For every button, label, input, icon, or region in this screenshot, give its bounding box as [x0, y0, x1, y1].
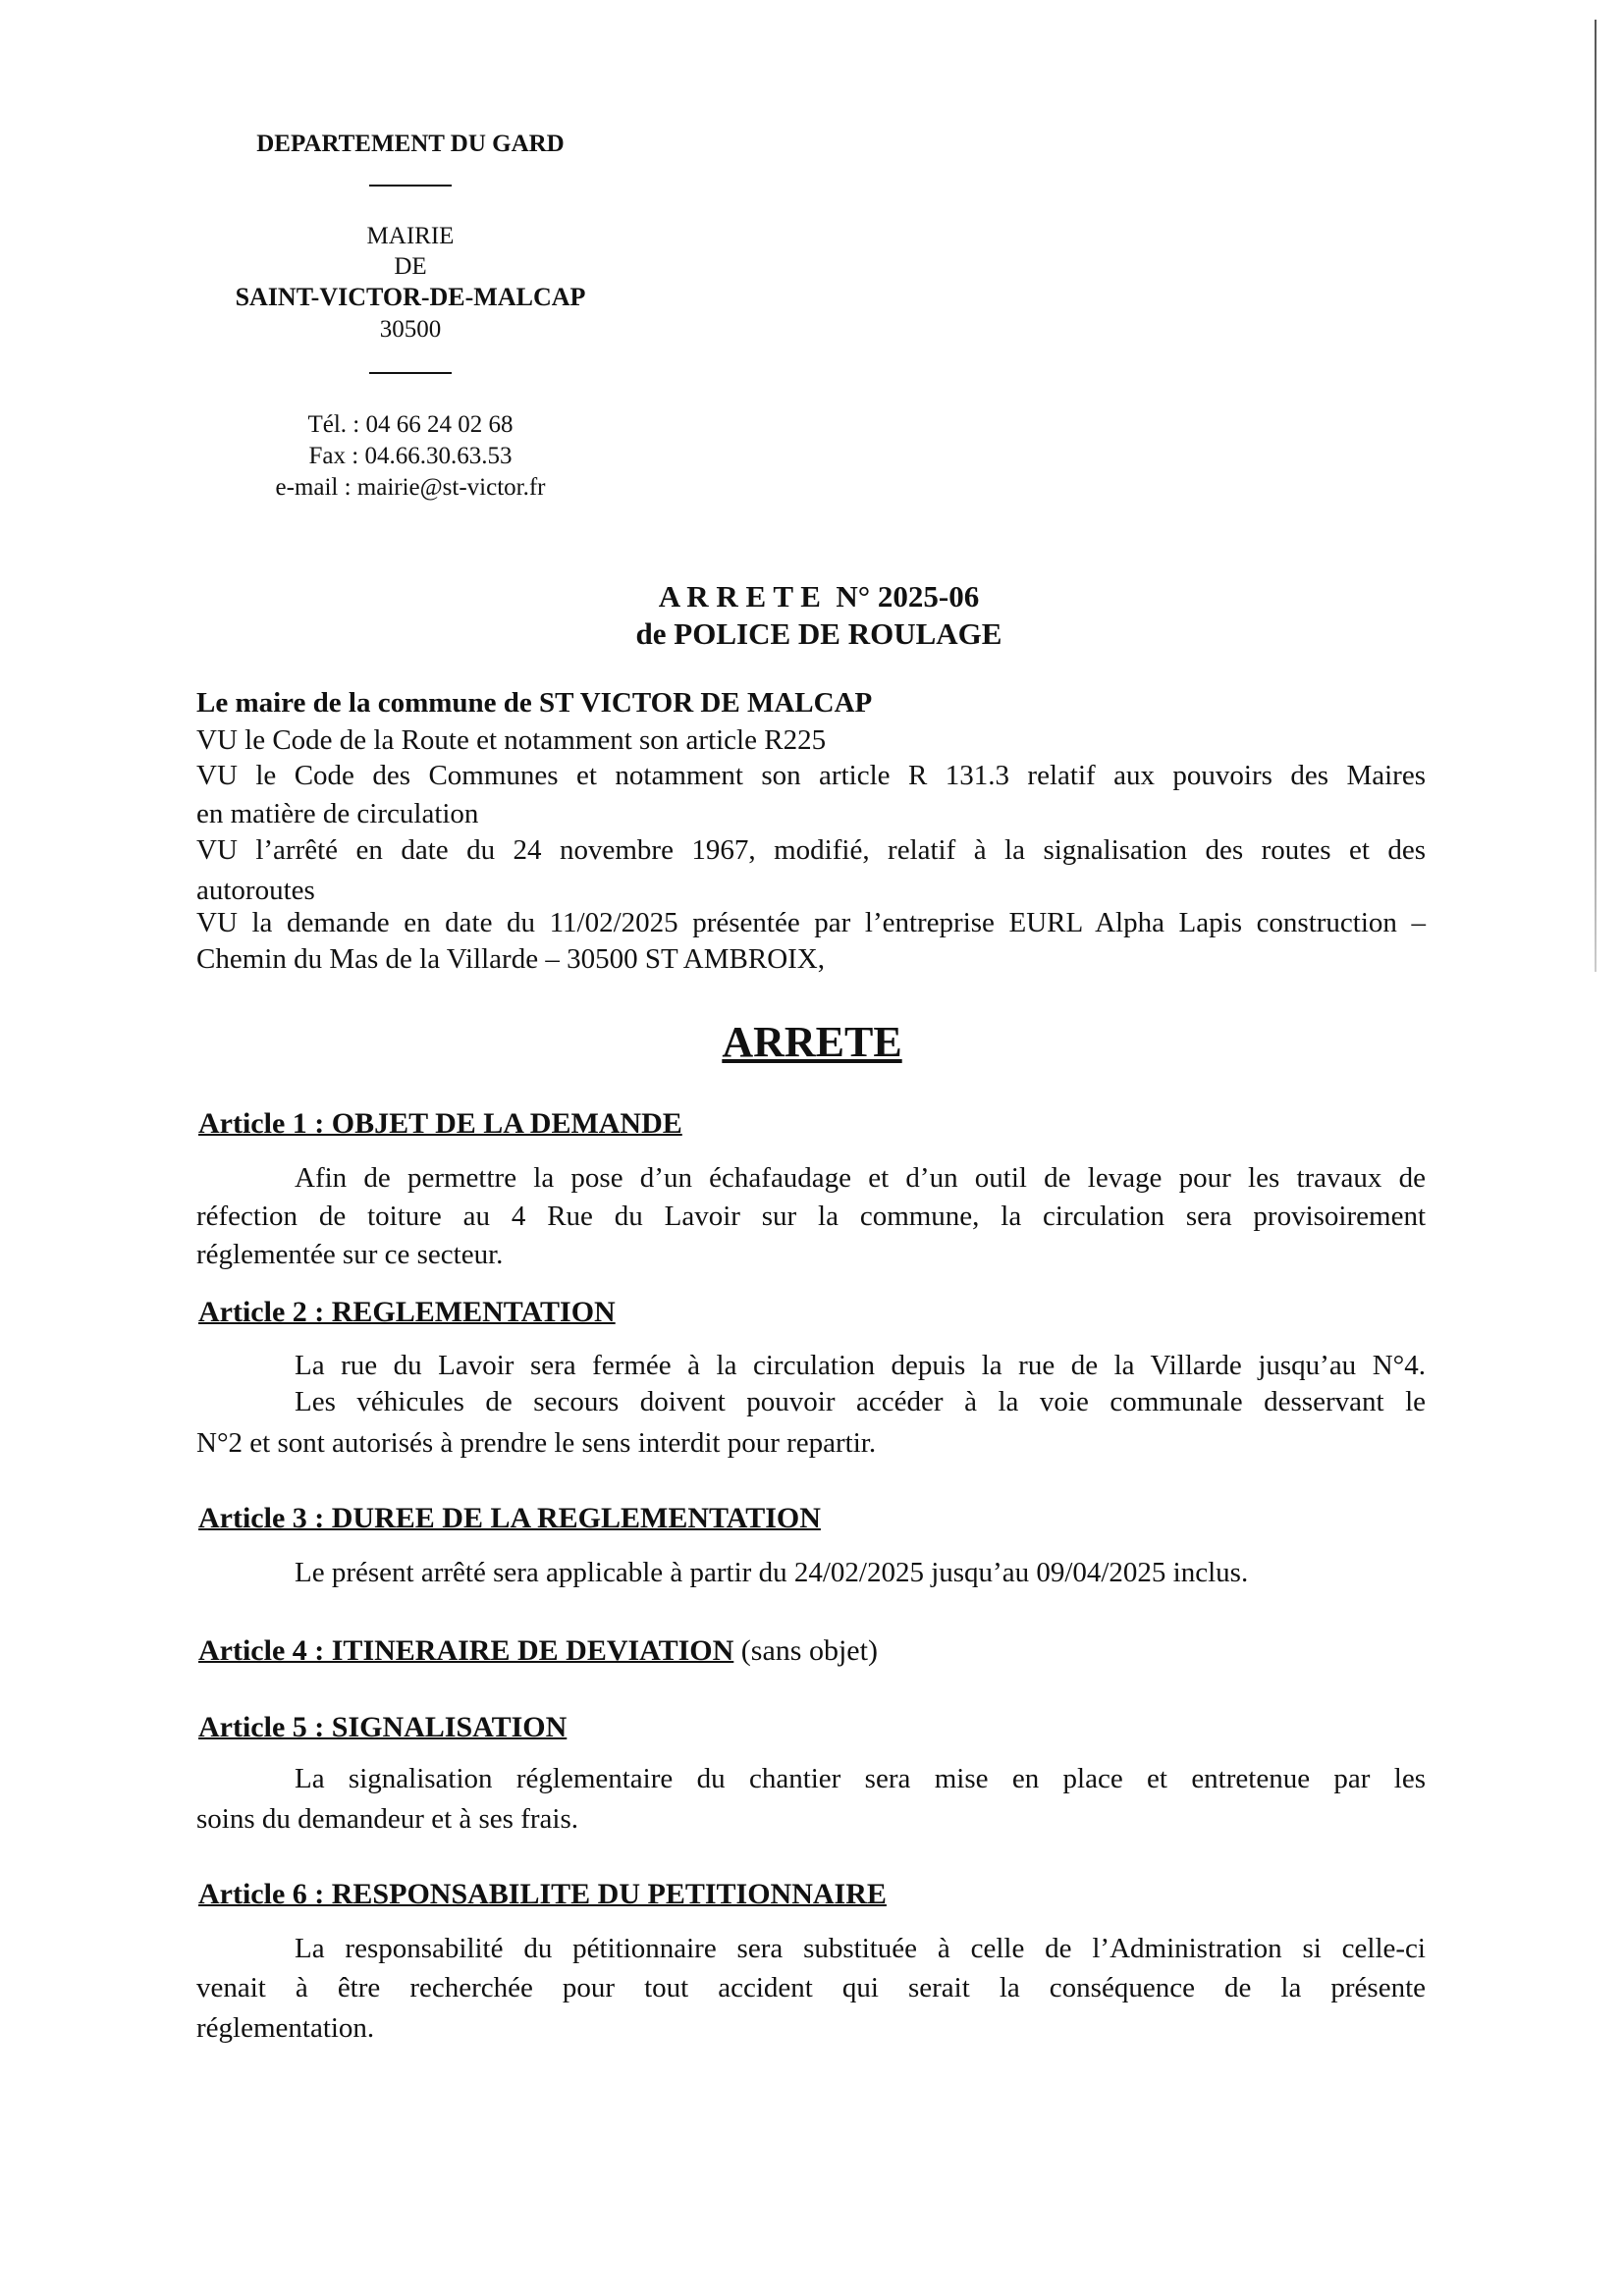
- department-name: DEPARTEMENT DU GARD: [256, 131, 565, 157]
- article-5-text: La signalisation réglementaire du chantier sera mise en place et entretenue par les: [295, 1763, 1426, 1794]
- preamble-line: autoroutes: [196, 875, 315, 906]
- decision-heading: ARRETE: [722, 1018, 902, 1066]
- article-2-text: N°2 et sont autorisés à prendre le sens interdit pour repartir.: [196, 1427, 877, 1459]
- email: e-mail : mairie@st-victor.fr: [275, 474, 546, 501]
- de-label: DE: [394, 253, 427, 280]
- article-1-text: réfection de toiture au 4 Rue du Lavoir sur la commune, la circulation sera provisoirement: [196, 1201, 1426, 1232]
- preamble-line: VU la demande en date du 11/02/2025 présentée par l’entreprise EURL Alpha Lapis construction –: [196, 907, 1426, 938]
- article-6-text: venait à être recherchée pour tout accident qui serait la conséquence de la présente: [196, 1972, 1426, 2003]
- article-6-text: réglementation.: [196, 2012, 375, 2044]
- article-2-text: La rue du Lavoir sera fermée à la circulation depuis la rue de la Villarde jusqu’au N°4.: [295, 1350, 1426, 1381]
- mayor-line: Le maire de la commune de ST VICTOR DE MALCAP: [196, 687, 873, 719]
- preamble-line: VU le Code de la Route et notamment son article R225: [196, 724, 827, 756]
- article-2-heading: Article 2 : REGLEMENTATION: [198, 1296, 616, 1328]
- preamble-line: en matière de circulation: [196, 798, 479, 829]
- article-1-text: Afin de permettre la pose d’un échafaudage et d’un outil de levage pour les travaux de: [295, 1162, 1426, 1194]
- article-2-text: Les véhicules de secours doivent pouvoir accéder à la voie communale desservant le: [295, 1386, 1426, 1417]
- arrete-number: A R R E T E N° 2025-06: [658, 579, 980, 614]
- article-5-heading: Article 5 : SIGNALISATION: [198, 1711, 568, 1743]
- article-3-heading: Article 3 : DUREE DE LA REGLEMENTATION: [198, 1502, 821, 1534]
- telephone: Tél. : 04 66 24 02 68: [307, 411, 514, 438]
- scan-edge-line: [1595, 20, 1597, 972]
- preamble-line: Chemin du Mas de la Villarde – 30500 ST AMBROIX,: [196, 943, 825, 975]
- postcode: 30500: [379, 316, 442, 343]
- article-1-text: réglementée sur ce secteur.: [196, 1239, 504, 1270]
- preamble-line: VU le Code des Communes et notamment son article R 131.3 relatif aux pouvoirs des Maires: [196, 760, 1426, 791]
- fax: Fax : 04.66.30.63.53: [308, 443, 513, 469]
- commune-name: SAINT-VICTOR-DE-MALCAP: [235, 283, 586, 311]
- mairie-label: MAIRIE: [366, 223, 455, 249]
- article-6-heading: Article 6 : RESPONSABILITE DU PETITIONNAIRE: [198, 1878, 887, 1910]
- article-6-text: La responsabilité du pétitionnaire sera substituée à celle de l’Administration si celle-ci: [295, 1933, 1426, 1964]
- divider: [369, 185, 452, 187]
- arrete-subtitle: de POLICE DE ROULAGE: [635, 616, 1002, 651]
- article-3-text: Le présent arrêté sera applicable à partir du 24/02/2025 jusqu’au 09/04/2025 inclus.: [295, 1557, 1249, 1588]
- divider: [369, 372, 452, 374]
- preamble-line: VU l’arrêté en date du 24 novembre 1967, modifié, relatif à la signalisation des routes et des: [196, 834, 1426, 866]
- article-5-text: soins du demandeur et à ses frais.: [196, 1803, 578, 1835]
- article-4-heading: Article 4 : ITINERAIRE DE DEVIATION (sans objet): [198, 1634, 878, 1667]
- article-1-heading: Article 1 : OBJET DE LA DEMANDE: [198, 1107, 682, 1140]
